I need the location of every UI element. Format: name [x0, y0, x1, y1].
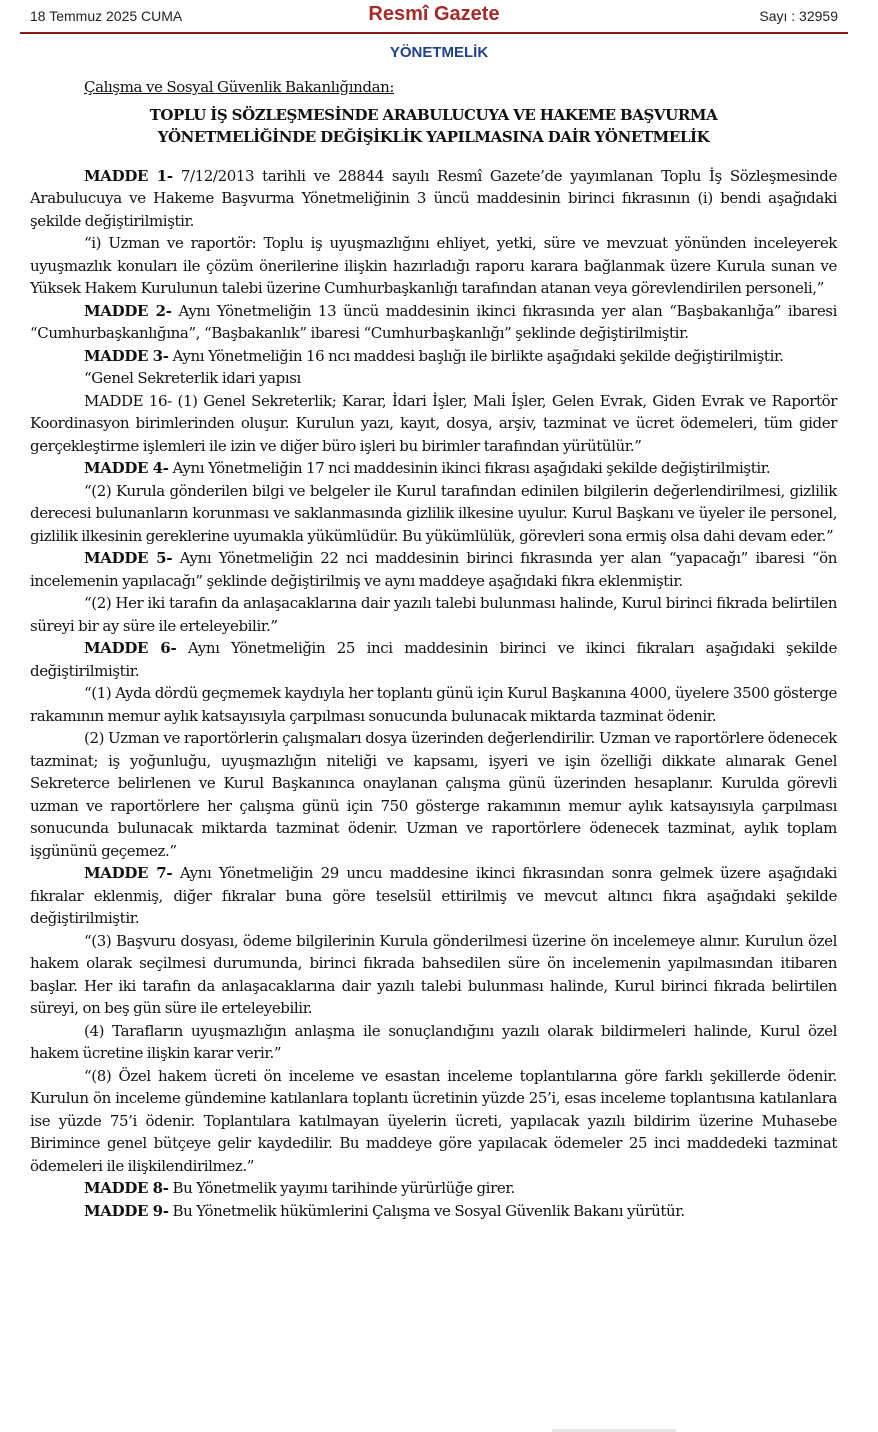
paragraph-text: MADDE 16- (1) Genel Sekreterlik; Karar, İdari İşler, Mali İşler, Gelen Evrak, Giden Evrak ve Raportör Koordinasyon birimlerinden oluşur. Kurulun yazı, kayıt, dosya, arşiv, tazminat ve ücret ödemeleri, tüm gider gerçekleştirme işlemleri ile izin ve diğer büro işleri bu birimler tarafından yürütülür.” — [30, 391, 837, 455]
paragraph — [30, 345, 837, 368]
paragraph — [30, 930, 837, 1020]
paragraph — [30, 637, 837, 682]
issue-number: Sayı : 32959 — [759, 8, 838, 24]
paragraph-text: Bu Yönetmelik hükümlerini Çalışma ve Sosyal Güvenlik Bakanı yürütür. — [168, 1201, 685, 1220]
paragraph-text: “(2) Kurula gönderilen bilgi ve belgeler ile Kurul tarafından edinilen bilgilerin değerlendirilmesi, gizlilik derecesi bulunanların korunması ve saklanmasında gizlilik ilkesine uyulur. Kurul Başkanı ve üyeler ile personel, gizlilik ilkesinin gereklerine uyumakla yükümlüdür. Bu yükümlülük, görevleri sona ermiş olsa dahi devam eder.” — [30, 481, 837, 545]
article-label: MADDE 2- — [84, 301, 172, 320]
paragraph — [30, 165, 837, 233]
article-label: MADDE 8- — [84, 1179, 169, 1197]
paragraph-text: “Genel Sekreterlik idari yapısı — [84, 369, 301, 387]
paragraph — [30, 1020, 837, 1065]
paragraph — [30, 1200, 837, 1223]
article-label: MADDE 1- — [84, 166, 173, 185]
paragraph-text: Aynı Yönetmeliğin 25 inci maddesinin birinci ve ikinci fıkraları aşağıdaki şekilde değiştirilmiştir. — [30, 639, 837, 680]
paragraph-text: “(2) Her iki tarafın da anlaşacaklarına dair yazılı talebi bulunması halinde, Kurul birinci fıkrada belirtilen süreyi bir ay süre ile erteleyebilir.” — [30, 594, 837, 635]
paragraph-text: 7/12/2013 tarihli ve 28844 sayılı Resmî Gazete’de yayımlanan Toplu İş Sözleşmesinde Arabulucuya ve Hakeme Başvurma Yönetmeliğinin 3 üncü maddesinin birinci fıkrasının (i) bendi aşağıdaki şekilde değiştirilmiştir. — [30, 166, 837, 230]
paragraph-text: Aynı Yönetmeliğin 29 uncu maddesine ikinci fıkrasından sonra gelmek üzere aşağıdaki fıkralar eklenmiş, diğer fıkralar buna göre teselsül ettirilmiş ve mevcut altıncı fıkra aşağıdaki şekilde değiştirilmiştir. — [30, 864, 837, 927]
article-label: MADDE 9- — [84, 1201, 169, 1220]
header-date: 18 Temmuz 2025 CUMA — [30, 8, 183, 24]
paragraph — [30, 300, 837, 345]
paragraph — [30, 862, 837, 930]
paragraph-text: “(8) Özel hakem ücreti ön inceleme ve esastan inceleme toplantılarına göre farklı şekillerde ödenir. Kurulun ön inceleme gündemine katılanlara toplantı ücretinin yüzde 25’i, esas inceleme toplantısına katılanlara ise yüzde 75’i ödenir. Toplantılara katılmayan üyelerin ücreti, yapılacak yazılı bildirim üzerine Muhasebe Birimince genel bütçeye gelir kaydedilir. Bu maddeye göre yapılacak ödemeler 25 inci maddedeki tazminat ödemeleri ile ilişkilendirilmez.” — [30, 1066, 837, 1175]
paragraph — [30, 1065, 837, 1178]
regulation-title-line: YÖNETMELİĞİNDE DEĞİŞİKLİK YAPILMASINA DAİR YÖNETMELİK — [157, 127, 710, 146]
article-label: MADDE 7- — [84, 864, 173, 882]
paragraph-text: Aynı Yönetmeliğin 17 nci maddesinin ikinci fıkrası aşağıdaki şekilde değiştirilmiştir. — [168, 459, 771, 477]
paragraph-text: “i) Uzman ve raportör: Toplu iş uyuşmazlığını ehliyet, yetki, süre ve mevzuat yönünden inceleyerek uyuşmazlık konuları ile çözüm önerilerine ilişkin hazırladığı raporu karara bağlanmak üzere Kurula sunan ve Yüksek Hakem Kurulunun talebi üzerine Cumhurbaşkanlığı tarafından atanan veya görevlendirilen personeli,” — [30, 234, 837, 297]
paragraph-text: Aynı Yönetmeliğin 22 nci maddesinin birinci fıkrasında yer alan “yapacağı” ibaresi “ön incelemenin yapılacağı” şeklinde değiştirilmiş ve aynı maddeye aşağıdaki fıkra eklenmiştir. — [30, 549, 837, 590]
article-label: MADDE 6- — [84, 639, 177, 657]
paragraph-text: (4) Tarafların uyuşmazlığın anlaşma ile sonuçlandığını yazılı olarak bildirmeleri halinde, Kurul özel hakem ücretine ilişkin karar verir.” — [30, 1021, 837, 1062]
regulation-title — [30, 104, 837, 148]
paragraph — [30, 457, 837, 480]
article-label: MADDE 3- — [84, 346, 169, 365]
paragraph — [30, 390, 837, 458]
paragraph — [30, 592, 837, 637]
gazette-header — [20, 0, 848, 34]
paragraph — [30, 232, 837, 300]
paragraph — [30, 367, 837, 390]
paragraph — [30, 480, 837, 548]
paragraph-text: Aynı Yönetmeliğin 13 üncü maddesinin ikinci fıkrasında yer alan “Başbakanlığa” ibaresi “Cumhurbaşkanlığına”, “Başbakanlık” ibaresi “Cumhurbaşkanlığı” şeklinde değiştirilmiştir. — [30, 301, 837, 342]
paragraph-text: “(3) Başvuru dosyası, ödeme bilgilerinin Kurula gönderilmesi üzerine ön incelemeye alınır. Kurulun özel hakem olarak seçilmesi durumunda, birinci fıkrada bahsedilen süre ön incelemenin yapılmasından itibaren başlar. Her iki tarafın da anlaşacaklarına dair yazılı talebi bulunması halinde, Kurul birinci fıkrada belirtilen süreyi, on beş gün süre ile erteleyebilir. — [30, 931, 837, 1017]
regulation-title-line: TOPLU İŞ SÖZLEŞMESİNDE ARABULUCUYA VE HAKEME BAŞVURMA — [149, 105, 718, 124]
paragraph-text: “(1) Ayda dördü geçmemek kaydıyla her toplantı günü için Kurul Başkanına 4000, üyelere 3500 gösterge rakamının memur aylık katsayısıyla çarpılması sonucunda bulunacak miktarda tazminat ödenir. — [30, 684, 837, 725]
gazette-title: Resmî Gazete — [368, 3, 500, 25]
paragraph-text: Aynı Yönetmeliğin 16 ncı maddesi başlığı ile birlikte aşağıdaki şekilde değiştirilmiştir. — [168, 346, 784, 365]
ministry-line: Çalışma ve Sosyal Güvenlik Bakanlığından: — [84, 78, 395, 96]
article-label: MADDE 4- — [84, 459, 169, 477]
paragraph-text: Bu Yönetmelik yayımı tarihinde yürürlüğe girer. — [168, 1179, 515, 1197]
article-label: MADDE 5- — [84, 549, 173, 567]
section-heading: YÖNETMELİK — [389, 44, 489, 61]
paragraph-text: (2) Uzman ve raportörlerin çalışmaları dosya üzerinden değerlendirilir. Uzman ve raportörlere ödenecek tazminat; iş yoğunluğu, uyuşmazlığın niteliği ve kapsamı, işyeri ve işin özelliği dikkate alınarak Genel Sekreterce belirlenen ve Kurul Başkanınca onaylanan çalışma günü üzerinden hesaplanır. Kurulda görevli uzman ve raportörlere her çalışma günü için 750 gösterge rakamının memur aylık katsayısıyla çarpılması sonucunda bulunacak miktarda tazminat ödenir. Uzman ve raportörlere ödenecek tazminat, aylık toplam işgününü geçemez.” — [30, 729, 837, 860]
paragraph — [30, 547, 837, 592]
paragraph — [30, 682, 837, 727]
paragraph — [30, 1177, 837, 1200]
document-body — [30, 76, 837, 1222]
paragraph — [30, 727, 837, 862]
